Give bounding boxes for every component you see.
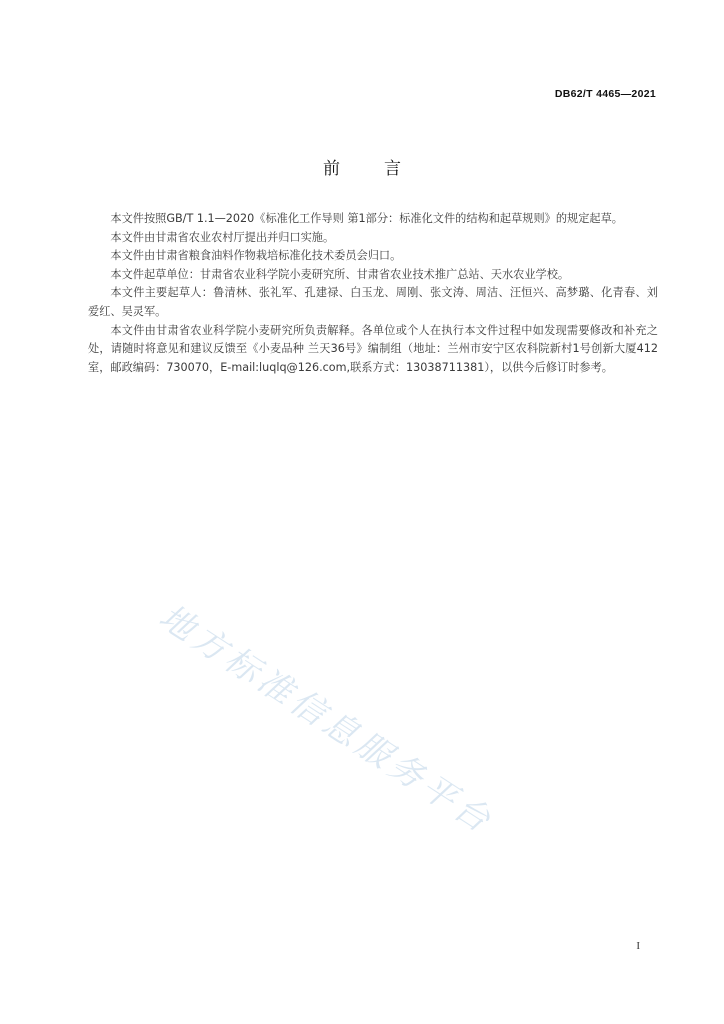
paragraph-interpretation: 本文件由甘肃省农业科学院小麦研究所负责解释。各单位或个人在执行本文件过程中如发现需要修改和补充之处，请随时将意见和建议反馈至《小麦品种 兰天36号》编制组（地址：兰州市安宁区农科院新村1号创新大厦412室，邮政编码：730070，E-mail:luqlq@126.com,联系方式：13038711381），以供今后修订时参考。 — [88, 323, 658, 374]
document-code: DB62/T 4465—2021 — [554, 88, 656, 100]
page-number: I — [636, 940, 640, 952]
watermark: 地方标准信息服务平台 — [151, 596, 501, 843]
paragraph-proposer: 本文件由甘肃省农业农村厅提出并归口实施。 — [110, 230, 335, 244]
foreword-body — [88, 210, 658, 377]
paragraph-committee: 本文件由甘肃省粮食油料作物栽培标准化技术委员会归口。 — [110, 249, 402, 263]
paragraph-drafting-units: 本文件起草单位：甘肃省农业科学院小麦研究所、甘肃省农业技术推广总站、天水农业学校。 — [110, 267, 570, 281]
page-title: 前言 — [323, 159, 445, 179]
paragraph-drafters: 本文件主要起草人：鲁清林、张礼军、孔建禄、白玉龙、周刚、张文涛、周洁、汪恒兴、高梦璐、化青春、刘爱红、吴灵军。 — [88, 286, 658, 318]
paragraph-drafting-rules: 本文件按照GB/T 1.1—2020《标准化工作导则 第1部分：标准化文件的结构和起草规则》的规定起草。 — [110, 212, 623, 225]
